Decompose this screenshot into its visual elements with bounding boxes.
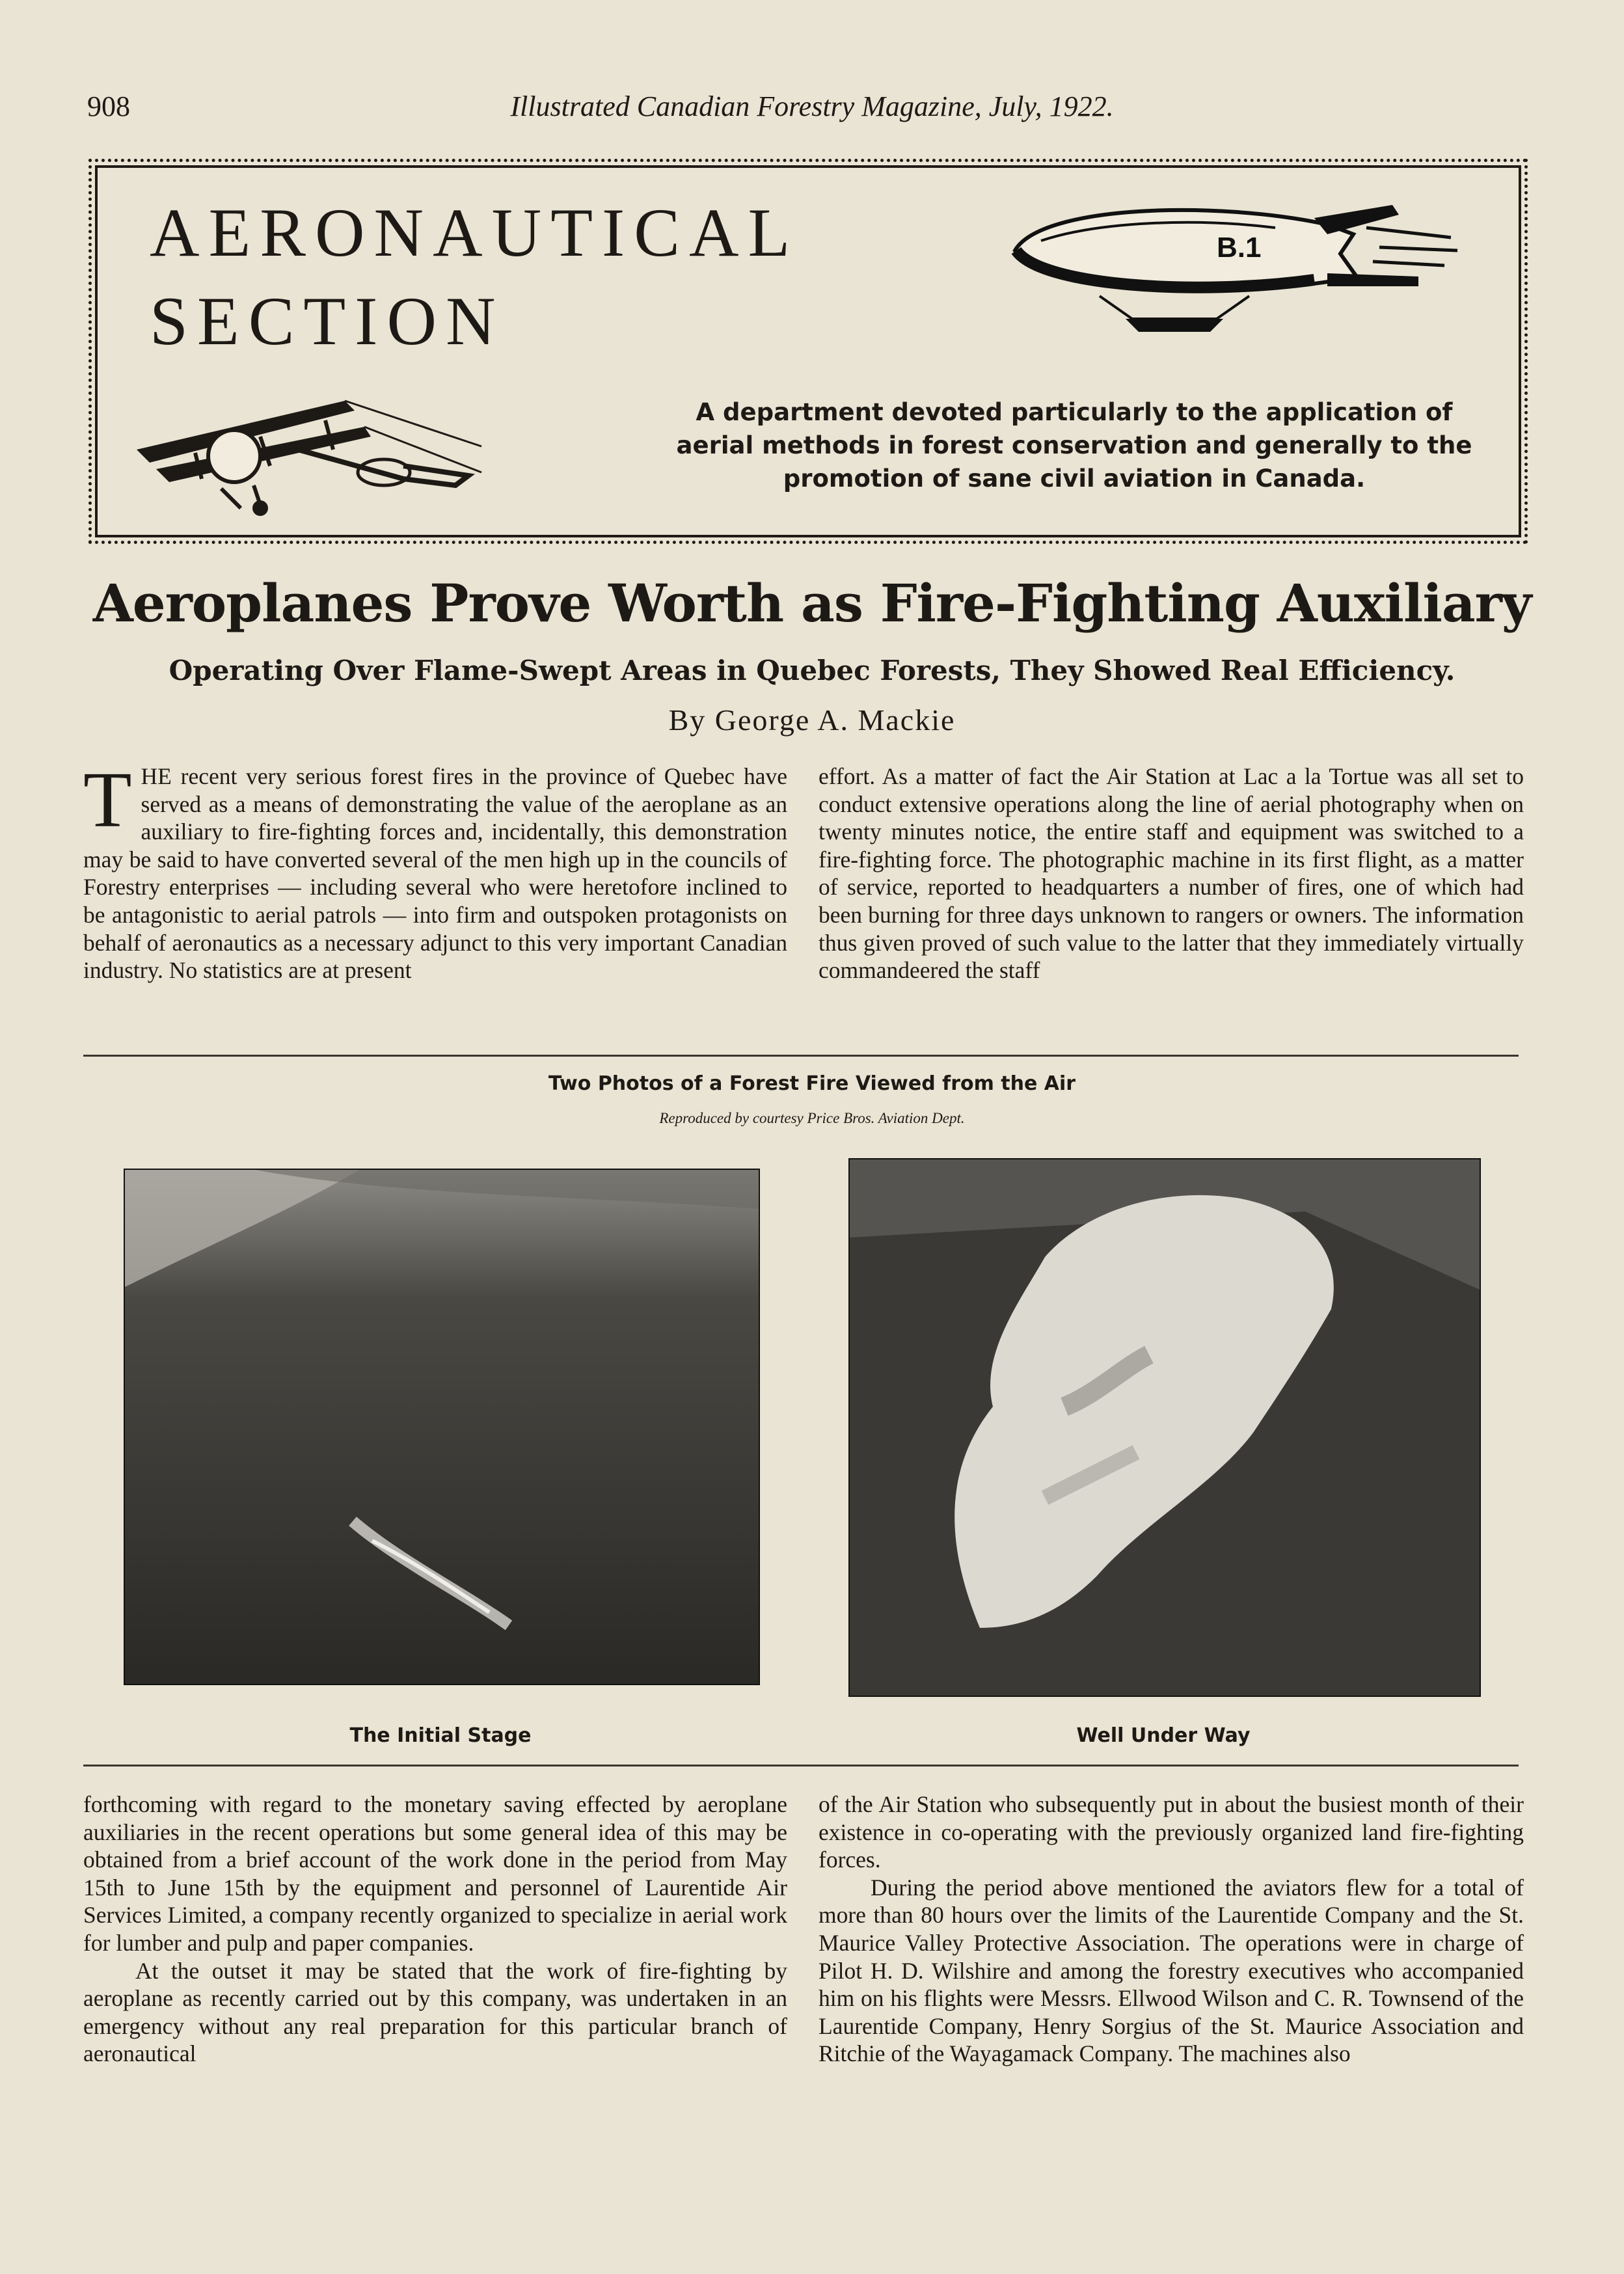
banner-title-line1: AERONAUTICAL — [150, 195, 800, 271]
divider-rule — [83, 1765, 1519, 1766]
biplane-illustration — [130, 375, 494, 524]
photo-section-heading: Two Photos of a Forest Fire Viewed from the Air — [548, 1072, 1076, 1095]
paragraph: of the Air Station who subsequently put in about the busiest month of their existence in co-operating with the previously organized land fire-fighting forces. — [819, 1791, 1524, 1873]
article-column-top-left — [83, 756, 787, 984]
paragraph: At the outset it may be stated that the work of fire-fighting by aeroplane as recently carried out by this company, was undertaken in an emergency without any real preparation for this particular branch of aeronautical — [83, 1957, 787, 2067]
banner-description: A department devoted particularly to the application of aerial methods in forest conservation and generally to the promotion of sane civil aviation in Canada. — [676, 398, 1472, 493]
photo-caption-left: The Initial Stage — [349, 1724, 532, 1747]
page-number: 908 — [87, 90, 130, 122]
paragraph: forthcoming with regard to the monetary saving effected by aeroplane auxiliaries in the recent operations but some general idea of this may be obtained from a brief account of the work done in the period from May 15th to June 15th by the equipment and personnel of Laurentide Air Services Limited, a company recently organized to specialize in aerial work for lumber and pulp and paper companies. — [83, 1791, 787, 1956]
banner-title — [150, 189, 799, 366]
banner-title-line2: SECTION — [150, 283, 505, 359]
photo-credit: Reproduced by courtesy Price Bros. Aviation Dept. — [659, 1110, 965, 1126]
article-subheadline: Operating Over Flame-Swept Areas in Quebec Forests, They Showed Real Efficiency. — [169, 655, 1455, 686]
airship-illustration — [1002, 189, 1477, 345]
divider-rule — [83, 1055, 1519, 1057]
paragraph: effort. As a matter of fact the Air Station at Lac a la Tortue was all set to conduct extensive operations along the line of aerial photography when on twenty minutes notice, the entire staff and equipment was switched to a fire-fighting force. The photographic machine in its first flight, as a matter of service, reported to headquarters a number of fires, one of which had been burning for three days unknown to rangers or owners. The information thus given proved of such value to the latter that they immediately virtually commandeered the staff — [819, 763, 1524, 984]
photo-caption-right: Well Under Way — [1076, 1724, 1251, 1747]
article-column-top-right — [819, 763, 1524, 984]
paragraph: HE recent very serious forest fires in the province of Quebec have served as a means of demonstrating the value of the aeroplane as an auxiliary to fire-fighting forces and, incidentally, this demonstration may be said to have converted several of the men high up in the councils of Forestry enterprises — including several who were heretofore inclined to be antagonistic to aerial patrols — into firm and outspoken protagonists on behalf of aeronautics as a necessary adjunct to this very important Canadian industry. No statistics are at present — [83, 763, 787, 984]
paragraph: During the period above mentioned the aviators flew for a total of more than 80 hours over the limits of the Laurentide Company and the St. Maurice Valley Protective Association. The operations were in charge of Pilot H. D. Wilshire and among the forestry executives who accompanied him on his flights were Messrs. Ellwood Wilson and C. R. Townsend of the Laurentide Company, Henry Sorgius of the St. Maurice Association and Ritchie of the Wayagamack Company. The machines also — [819, 1874, 1524, 2067]
running-title: Illustrated Canadian Forestry Magazine, July, 1922. — [510, 90, 1114, 122]
drop-cap: T — [83, 756, 132, 844]
airship-label: B.1 — [1217, 232, 1262, 264]
forest-fire-photo-well-under-way — [848, 1158, 1481, 1697]
article-column-bottom-right — [819, 1791, 1524, 2068]
article-headline: Aeroplanes Prove Worth as Fire-Fighting Auxiliary — [92, 573, 1532, 634]
article-column-bottom-left — [83, 1791, 787, 2068]
forest-fire-photo-initial-stage — [124, 1169, 760, 1685]
article-byline: By George A. Mackie — [668, 703, 956, 737]
